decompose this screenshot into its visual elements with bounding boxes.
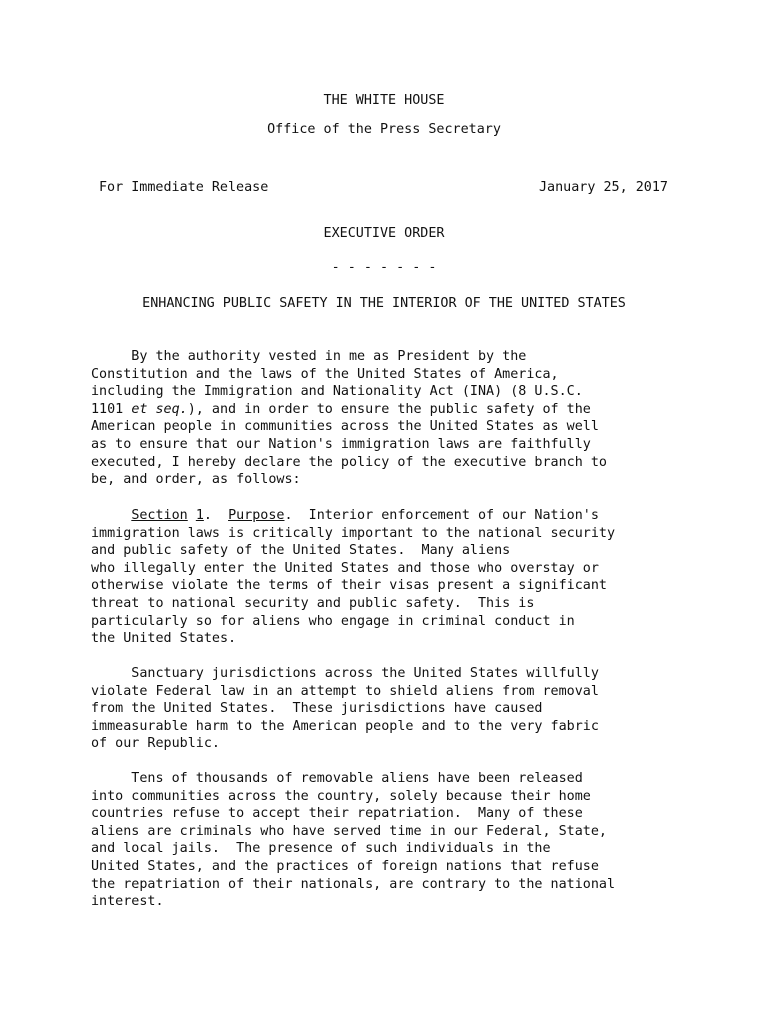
line: the repatriation of their nationals, are contrary to the national — [91, 876, 616, 892]
line: otherwise violate the terms of their visas present a significant — [91, 578, 607, 594]
line: By the authority vested in me as President by the — [91, 349, 527, 364]
text: ), and in order to ensure the public safety of the — [187, 401, 591, 417]
line — [91, 401, 691, 419]
press-office-heading: Office of the Press Secretary — [267, 122, 501, 137]
space — [188, 508, 196, 523]
line: and public safety of the United States. Many aliens — [91, 543, 511, 559]
line: interest. — [91, 894, 164, 910]
indent — [91, 508, 131, 523]
section-label: Section — [131, 508, 188, 523]
line: immeasurable harm to the American people and to the very fabric — [91, 718, 599, 734]
release-label: For Immediate Release — [99, 180, 269, 195]
release-line — [99, 180, 668, 195]
preamble-paragraph — [91, 348, 691, 489]
sanctuary-paragraph — [91, 665, 691, 753]
divider: - - - - - - - — [331, 260, 437, 275]
line: United States, and the practices of foreign nations that refuse — [91, 858, 599, 874]
line: Constitution and the laws of the United States of America, — [91, 366, 559, 382]
line: aliens are criminals who have served time in our Federal, State, — [91, 823, 607, 839]
line: Sanctuary jurisdictions across the United States willfully — [91, 666, 599, 681]
section-heading: Purpose — [228, 508, 285, 523]
line: violate Federal law in an attempt to shield aliens from removal — [91, 683, 599, 699]
line: as to ensure that our Nation's immigration laws are faithfully — [91, 436, 591, 452]
order-title: ENHANCING PUBLIC SAFETY IN THE INTERIOR OF THE UNITED STATES — [142, 296, 626, 311]
line: immigration laws is critically important to the national security — [91, 525, 616, 541]
line: the United States. — [91, 631, 237, 647]
line — [91, 507, 691, 525]
line: particularly so for aliens who engage in criminal conduct in — [91, 613, 575, 629]
line: including the Immigration and Nationality Act (INA) (8 U.S.C. — [91, 384, 583, 400]
line: executed, I hereby declare the policy of the executive branch to — [91, 454, 607, 470]
line: threat to national security and public safety. This is — [91, 595, 535, 611]
punct: . — [203, 508, 229, 523]
section-1-paragraph — [91, 507, 691, 648]
line: from the United States. These jurisdictions have caused — [91, 701, 543, 717]
line: countries refuse to accept their repatriation. Many of these — [91, 806, 583, 822]
release-date: January 25, 2017 — [539, 180, 668, 195]
line: of our Republic. — [91, 736, 220, 752]
line: and local jails. The presence of such individuals in the — [91, 841, 551, 857]
removable-aliens-paragraph — [91, 770, 691, 911]
white-house-heading: THE WHITE HOUSE — [323, 93, 445, 108]
line: Tens of thousands of removable aliens have been released — [91, 771, 583, 786]
order-type: EXECUTIVE ORDER — [323, 226, 445, 241]
text: 1101 — [91, 401, 132, 417]
line: be, and order, as follows: — [91, 472, 301, 488]
section-number: 1 — [195, 508, 204, 523]
line: who illegally enter the United States and those who overstay or — [91, 560, 599, 576]
line: into communities across the country, solely because their home — [91, 788, 591, 804]
line: American people in communities across the United States as well — [91, 419, 599, 435]
text: . Interior enforcement of our Nation's — [284, 508, 599, 523]
italic-text: et seq. — [131, 401, 188, 417]
